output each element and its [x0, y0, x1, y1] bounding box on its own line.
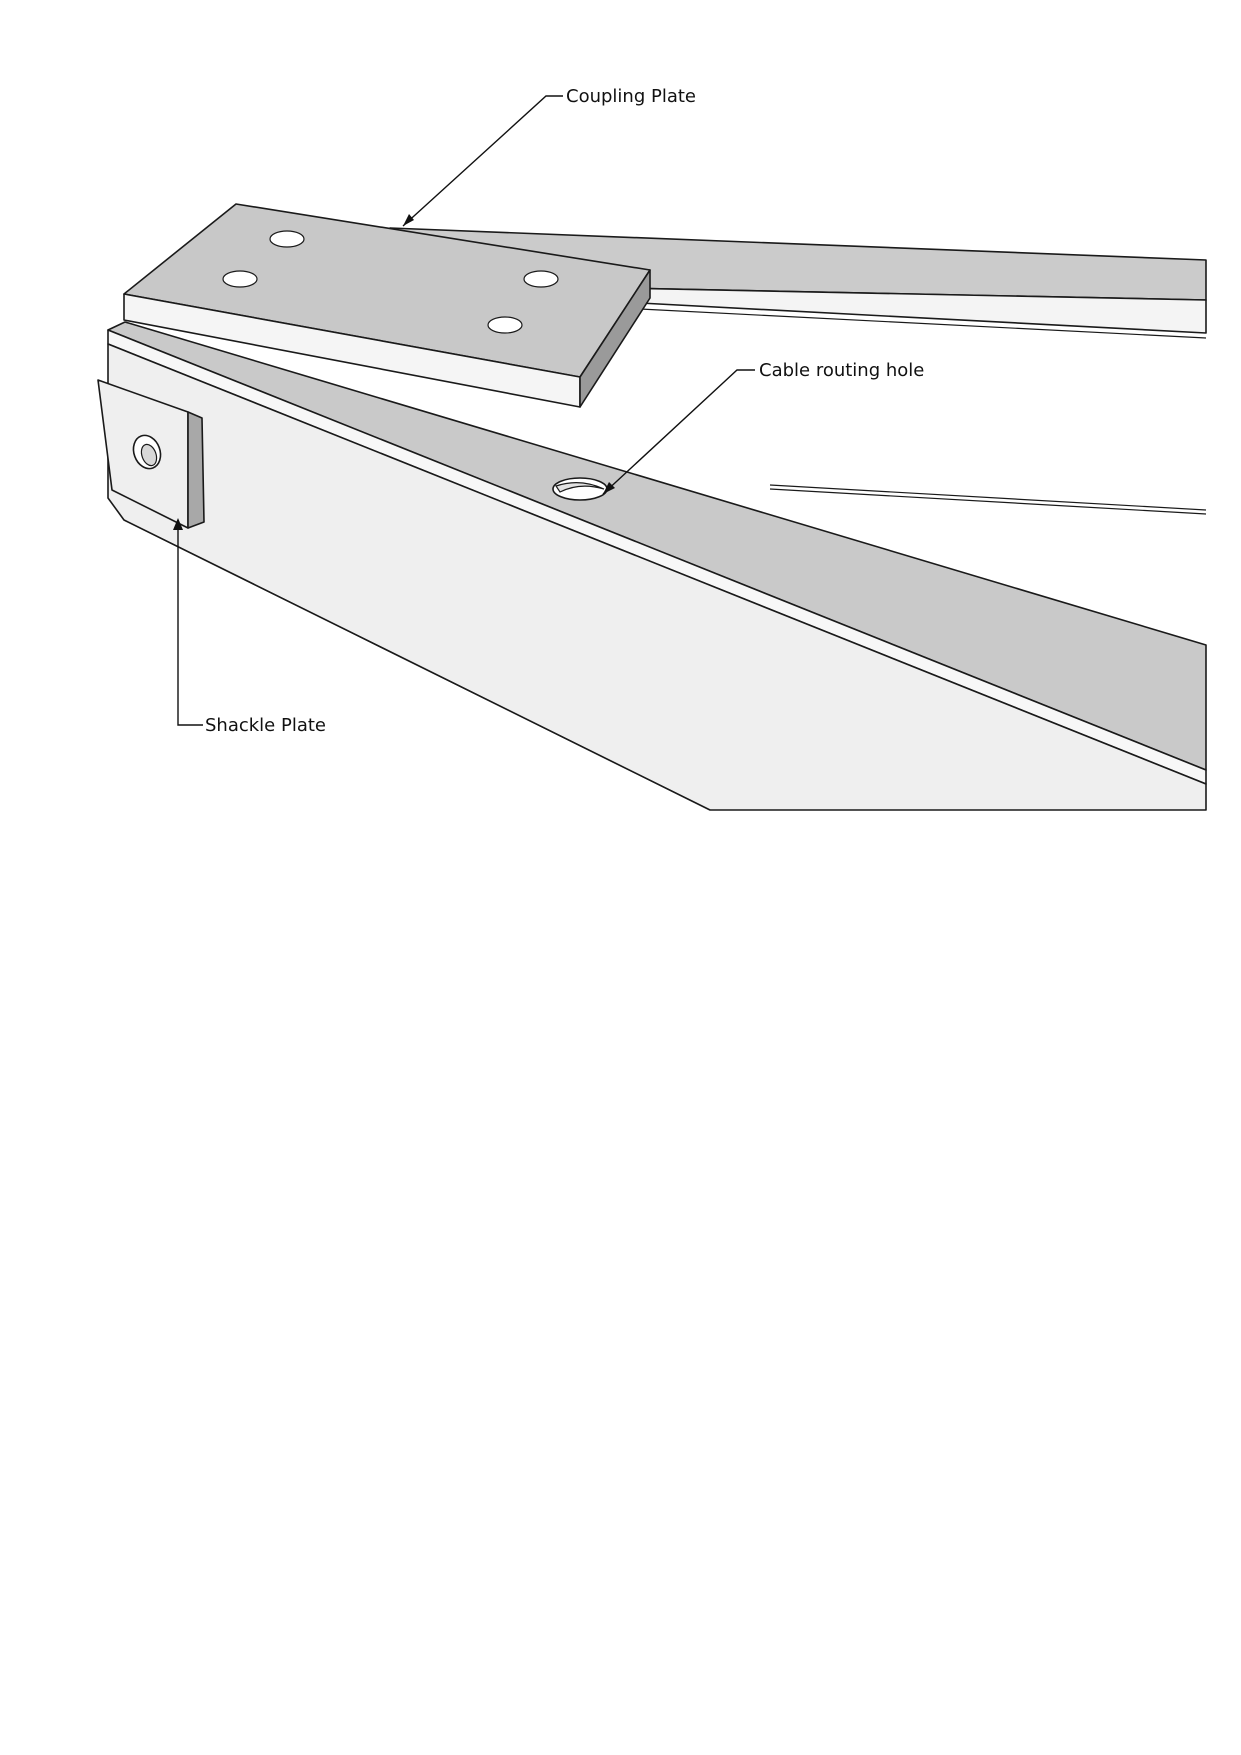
bolt-hole: [524, 271, 558, 287]
rear-rail: [770, 485, 1206, 514]
coupling-plate-label: Coupling Plate: [566, 86, 696, 107]
main-beam: [108, 322, 1206, 810]
bolt-hole: [223, 271, 257, 287]
shackle-plate-side: [188, 412, 204, 528]
bolt-hole: [270, 231, 304, 247]
cable-routing-hole-label: Cable routing hole: [759, 360, 925, 381]
cable-routing-hole: [553, 478, 607, 500]
shackle-plate-label: Shackle Plate: [205, 715, 326, 736]
main-beam-side-face: [108, 344, 1206, 810]
bolt-hole: [488, 317, 522, 333]
coupling-plate-leader: [403, 96, 563, 226]
